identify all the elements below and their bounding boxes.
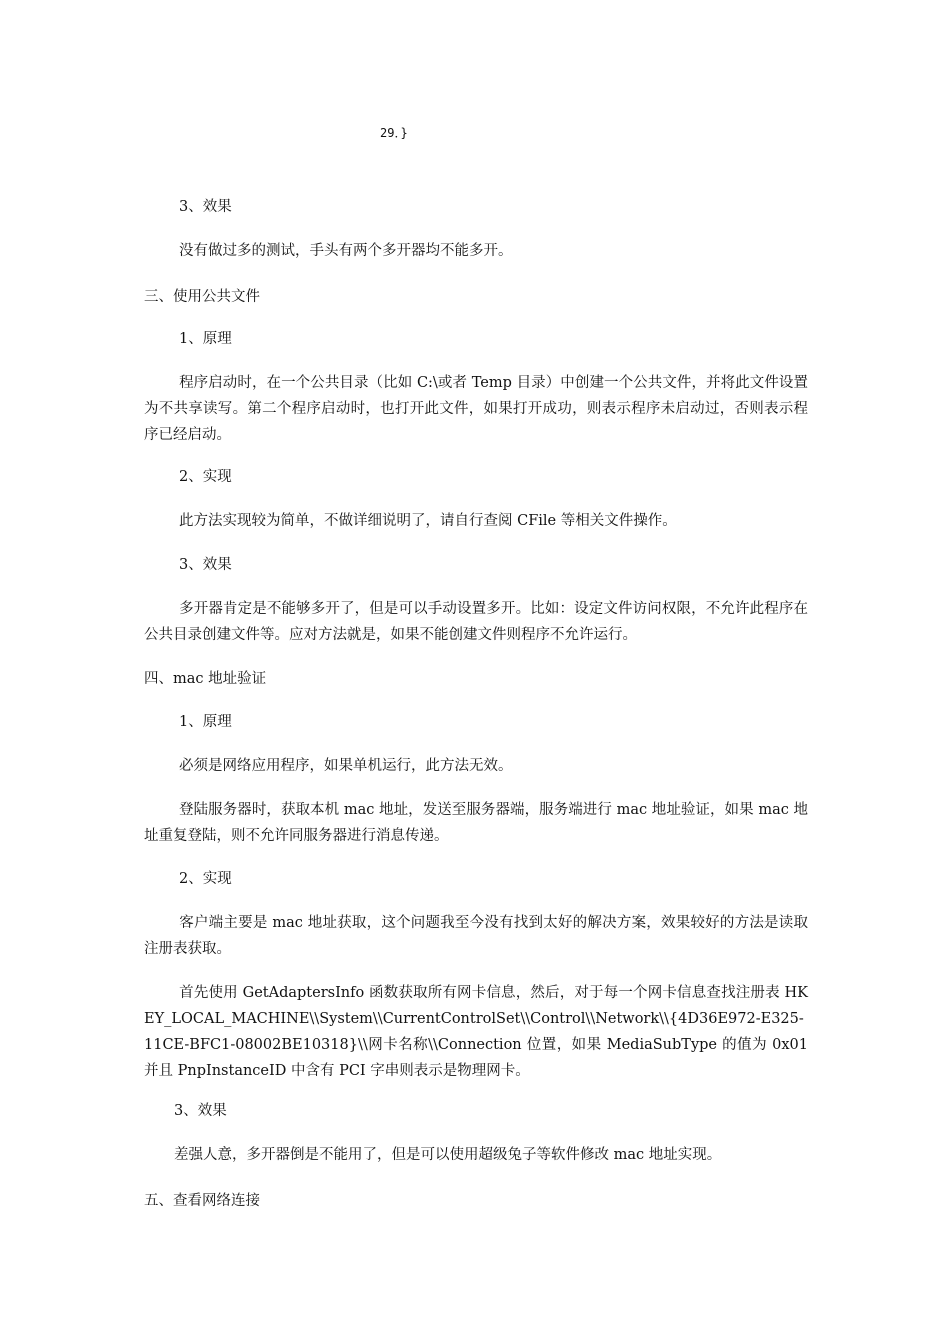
subheading-principle: 1、原理	[179, 714, 232, 730]
code-line: 29．}	[380, 126, 408, 140]
paragraph-public-file-effect	[144, 596, 808, 648]
paragraph-mac-login	[144, 797, 808, 849]
paragraph-public-file-principle	[144, 370, 808, 448]
paragraph-mac-registry	[144, 980, 808, 1084]
paragraph-text: 登陆服务器时，获取本机 mac 地址，发送至服务器端，服务端进行 mac 地址验证，如果 mac 地址重复登陆，则不允许同服务器进行消息传递。	[144, 802, 808, 844]
paragraph: 必须是网络应用程序，如果单机运行，此方法无效。	[179, 758, 513, 774]
paragraph-text: 多开器肯定是不能够多开了，但是可以手动设置多开。比如：设定文件访问权限，不允许此程序在公共目录创建文件等。应对方法就是，如果不能创建文件则程序不允许运行。	[144, 601, 808, 643]
section-title-network-connection: 五、查看网络连接	[144, 1193, 260, 1209]
section-title-public-file: 三、使用公共文件	[144, 289, 260, 305]
paragraph-text: 客户端主要是 mac 地址获取，这个问题我至今没有找到太好的解决方案，效果较好的方法是读取注册表获取。	[144, 915, 808, 957]
paragraph-text: 程序启动时，在一个公共目录（比如 C:\或者 Temp 目录）中创建一个公共文件，并将此文件设置为不共享读写。第二个程序启动时，也打开此文件，如果打开成功，则表示程序未启动过，否则表示程序已经启动。	[144, 375, 808, 443]
subheading-implementation: 2、实现	[179, 871, 232, 887]
subheading-effect: 3、效果	[179, 199, 232, 215]
subheading-implementation: 2、实现	[179, 469, 232, 485]
paragraph: 此方法实现较为简单，不做详细说明了，请自行查阅 CFile 等相关文件操作。	[179, 513, 677, 529]
paragraph: 差强人意，多开器倒是不能用了，但是可以使用超级兔子等软件修改 mac 地址实现。	[174, 1147, 722, 1163]
subheading-principle: 1、原理	[179, 331, 232, 347]
paragraph: 没有做过多的测试，手头有两个多开器均不能多开。	[179, 243, 513, 259]
paragraph-mac-client	[144, 910, 808, 962]
paragraph-text: 首先使用 GetAdaptersInfo 函数获取所有网卡信息，然后，对于每一个网卡信息查找注册表 HKEY_LOCAL_MACHINE\\System\\CurrentControlSet\\Control\\Network\\{4D36E972-E325-11CE-BFC1-08002BE10318}\\网卡名称\\Connection 位置，如果 MediaSubType 的值为 0x01 并且 PnpInstanceID 中含有 PCI 字串则表示是物理网卡。	[144, 985, 808, 1079]
subheading-effect: 3、效果	[179, 557, 232, 573]
subheading-effect: 3、效果	[174, 1103, 227, 1119]
section-title-mac-address: 四、mac 地址验证	[144, 671, 267, 687]
